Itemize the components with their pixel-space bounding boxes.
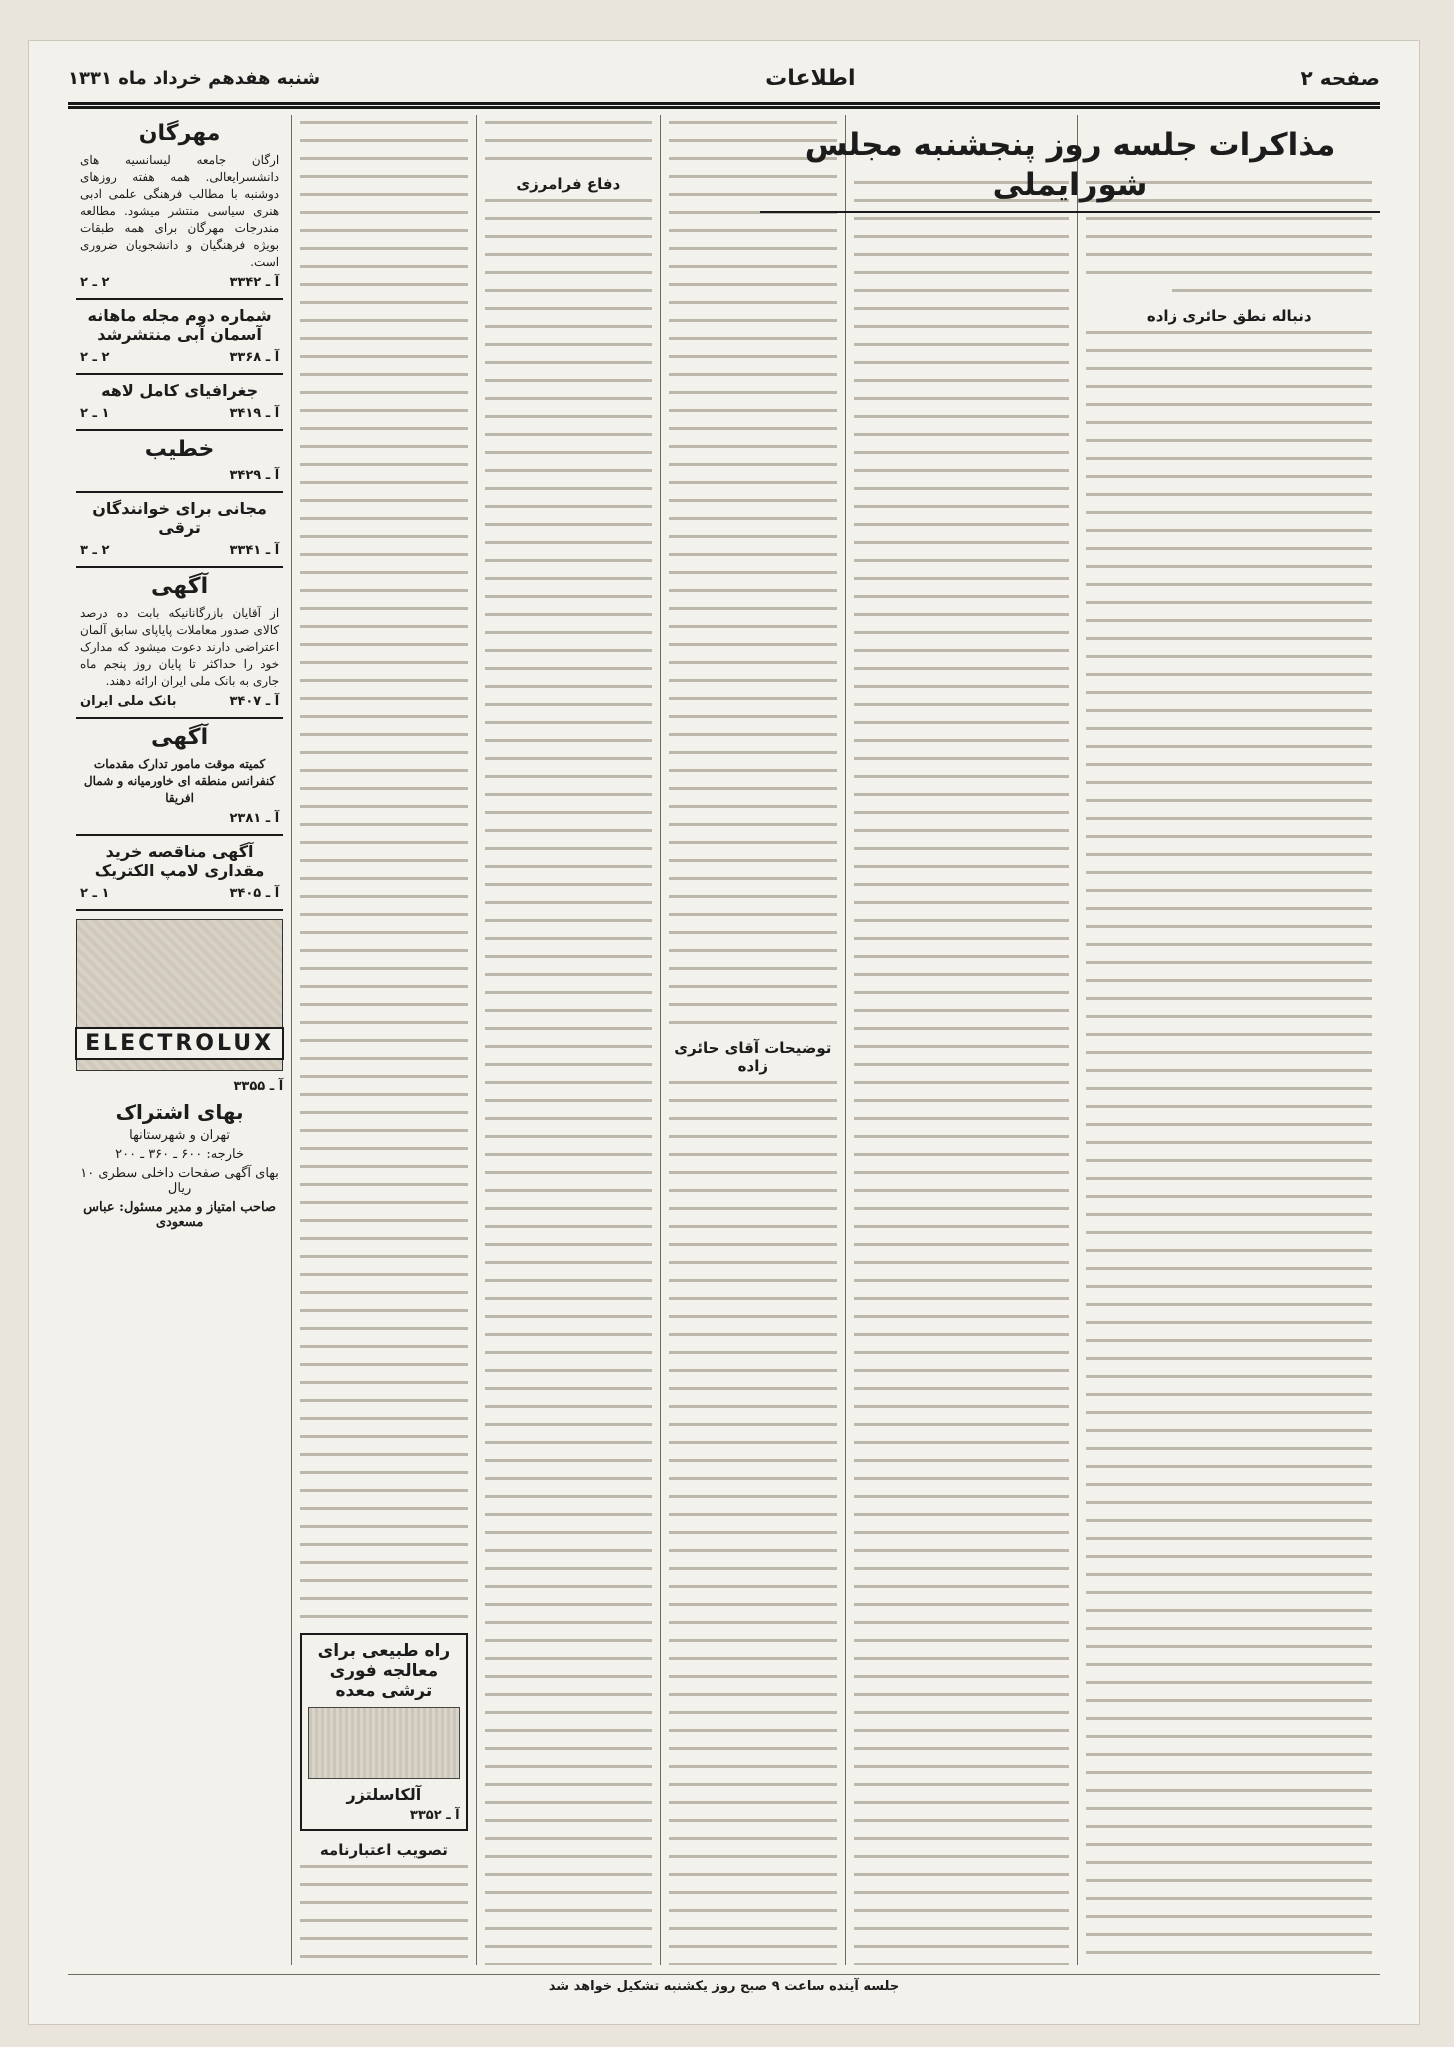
ad-title: آگهی <box>151 574 209 599</box>
issue-date: شنبه هفدهم خرداد ماه ۱۳۳۱ <box>68 67 321 89</box>
ad-jografia <box>76 375 283 431</box>
ad-code: آ ـ ۳۴۲۹ <box>229 468 280 483</box>
section-subhead: دفاع فرامرزی <box>516 175 621 193</box>
article-text <box>669 1081 836 1965</box>
masthead: اطلاعات <box>765 65 856 91</box>
ad-title: راه طبیعی برای معالجه فوری ترشی معده <box>317 1641 451 1701</box>
subscription-box <box>76 1094 283 1230</box>
ad-code: آ ـ ۳۳۶۸ ۲ ـ ۲ <box>80 350 280 365</box>
ad-title: جغرافیای کامل لاهه <box>101 381 259 400</box>
article-text <box>485 199 652 1965</box>
newspaper-page <box>28 40 1420 2025</box>
ad-asman <box>76 300 283 375</box>
article-text <box>854 181 1070 1965</box>
column-6 <box>1077 115 1380 1965</box>
ad-text: از آقایان بازرگانانیکه بابت ده درصد کالای صدور معاملات پایاپای سابق آلمان اعتراضی دارند دعوت میشود که مدارک خود را حداکثر تا پایان روز پنجم ماه جاری به بانک ملی ایران ارائه دهند. <box>80 606 280 688</box>
page-number: صفحه ۲ <box>1300 66 1380 90</box>
ad-khatib <box>76 431 283 493</box>
section-subhead: توضیحات آقای حائری زاده <box>674 1039 832 1075</box>
column-1-ads <box>68 115 291 1965</box>
headline-block <box>760 125 1380 221</box>
publisher: صاحب امتیاز و مدیر مسئول: عباس مسعودی <box>83 1200 277 1230</box>
ad-agahi-bank <box>76 568 283 719</box>
footer-note: جلسه آینده ساعت ۹ صبح روز یکشنبه تشکیل خواهد شد <box>68 1974 1380 2003</box>
ad-brand: ELECTROLUX <box>75 1027 284 1060</box>
electrolux-ad <box>76 919 283 1071</box>
article-text <box>669 121 836 1024</box>
subscription-title: بهای اشتراک <box>115 1100 244 1124</box>
column-4 <box>660 115 844 1965</box>
page-headline: مذاکرات جلسه روز پنجشنبه مجلس شورایملی <box>760 125 1380 213</box>
column-2 <box>291 115 475 1965</box>
ad-code: آ ـ ۳۳۵۵ <box>233 1079 284 1094</box>
article-text <box>300 121 467 1618</box>
ad-title: آگهی <box>151 725 209 750</box>
column-5 <box>845 115 1078 1965</box>
ad-title: مجانی برای خوانندگان ترقی <box>92 499 267 537</box>
ad-mehregan <box>76 115 283 300</box>
section-subhead: دنباله نطق حائری زاده <box>1146 307 1312 325</box>
columns <box>68 115 1380 1965</box>
subscription-line: خارجه: ۶۰۰ ـ ۳۶۰ ـ ۲۰۰ <box>115 1147 244 1162</box>
ad-subtitle: کمیته موقت مامور تدارک مقدمات کنفرانس منطقه ای خاورمیانه و شمال افریقا <box>83 757 276 805</box>
ad-code: آ ـ ۲۳۸۱ <box>229 811 280 826</box>
ad-image <box>308 1707 459 1779</box>
ad-code: آ ـ ۳۴۱۹ ۱ ـ ۲ <box>80 406 280 421</box>
subscription-line: تهران و شهرستانها <box>129 1128 231 1143</box>
ad-title: خطیب <box>144 437 215 462</box>
column-3 <box>476 115 660 1965</box>
ad-code: آ ـ ۳۳۴۱ ۲ ـ ۳ <box>80 543 280 558</box>
ad-code: آ ـ ۳۴۰۵ ۱ ـ ۲ <box>80 886 280 901</box>
ad-agahi-conference <box>76 719 283 836</box>
ad-code: آ ـ ۳۴۰۷ بانک ملی ایران <box>80 694 280 709</box>
ad-code: آ ـ ۳۳۵۲ <box>409 1808 460 1823</box>
ad-title: شماره دوم مجله ماهانه آسمان آبی منتشرشد <box>87 306 272 344</box>
article-text <box>485 121 652 160</box>
section-subhead: تصویب اعتبارنامه <box>319 1841 448 1859</box>
alka-seltzer-ad <box>300 1633 467 1831</box>
ad-code: آ ـ ۳۳۴۲ ۲ ـ ۲ <box>80 275 280 290</box>
page-header <box>68 58 1380 98</box>
ad-brand: آلکاسلتزر <box>346 1785 422 1804</box>
ad-title: مهرگان <box>138 121 221 146</box>
ad-monaghese <box>76 836 283 911</box>
ad-text: ارگان جامعه لیسانسیه های دانشسرایعالی. همه هفته روزهای دوشنبه با مطالب فرهنگی علمی ادبی هنری سیاسی منتشر میشود. مطالعه مندرجات مهرگان برای همه طبقات بویژه فرهنگیان و دانشجویان ضروری است. <box>80 153 280 269</box>
article-text <box>1086 331 1372 1965</box>
header-rule <box>68 102 1380 105</box>
ad-majani <box>76 493 283 568</box>
subscription-line: بهای آگهی صفحات داخلی سطری ۱۰ ریال <box>80 1166 279 1196</box>
article-text <box>300 1865 467 1965</box>
ad-title: آگهی مناقصه خرید مقداری لامپ الکتریک <box>94 842 265 880</box>
